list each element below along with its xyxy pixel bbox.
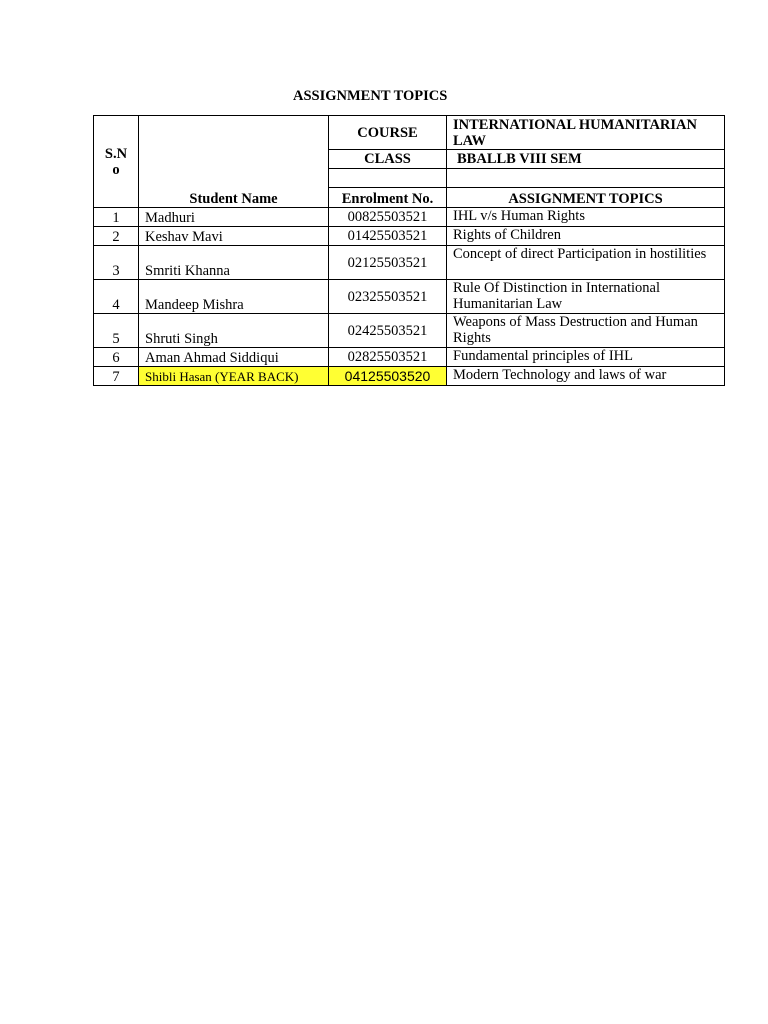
row-student-name: Shruti Singh: [139, 314, 329, 348]
class-value: BBALLB VIII SEM: [447, 150, 725, 169]
row-student-name: Mandeep Mishra: [139, 280, 329, 314]
header-row-course: [94, 116, 725, 150]
row-sno: 1: [94, 208, 139, 227]
table-row: [94, 367, 725, 386]
table-row: [94, 348, 725, 367]
row-student-name-highlighted: Shibli Hasan (YEAR BACK): [139, 367, 329, 386]
row-sno: 3: [94, 246, 139, 280]
enrolment-header: Enrolment No.: [329, 188, 447, 208]
row-topic: Concept of direct Participation in hostilities: [447, 246, 725, 280]
row-sno: 7: [94, 367, 139, 386]
row-student-name: Smriti Khanna: [139, 246, 329, 280]
page-title: ASSIGNMENT TOPICS: [293, 88, 448, 104]
row-topic: IHL v/s Human Rights: [447, 208, 725, 227]
table-row: [94, 227, 725, 246]
class-label: CLASS: [329, 150, 447, 169]
table-row: [94, 314, 725, 348]
row-sno: 2: [94, 227, 139, 246]
course-value: INTERNATIONAL HUMANITARIAN LAW: [447, 116, 725, 150]
row-topic: Fundamental principles of IHL: [447, 348, 725, 367]
row-sno: 4: [94, 280, 139, 314]
table-row: [94, 246, 725, 280]
row-student-name: Keshav Mavi: [139, 227, 329, 246]
row-topic: Weapons of Mass Destruction and Human Rights: [447, 314, 725, 348]
row-enrolment: 02425503521: [329, 314, 447, 348]
row-enrolment: 02825503521: [329, 348, 447, 367]
student-name-header: Student Name: [139, 116, 329, 208]
assignment-table: [93, 115, 725, 386]
row-enrolment-highlighted: 04125503520: [329, 367, 447, 386]
row-topic: Rule Of Distinction in International Humanitarian Law: [447, 280, 725, 314]
table-row: [94, 208, 725, 227]
row-enrolment: 02125503521: [329, 246, 447, 280]
blank-cell: [329, 169, 447, 188]
sno-header: S.N o: [94, 116, 139, 208]
row-enrolment: 02325503521: [329, 280, 447, 314]
course-label: COURSE: [329, 116, 447, 150]
row-sno: 5: [94, 314, 139, 348]
row-topic: Rights of Children: [447, 227, 725, 246]
topics-header: ASSIGNMENT TOPICS: [447, 188, 725, 208]
row-student-name: Madhuri: [139, 208, 329, 227]
row-enrolment: 00825503521: [329, 208, 447, 227]
row-student-name: Aman Ahmad Siddiqui: [139, 348, 329, 367]
table-row: [94, 280, 725, 314]
row-sno: 6: [94, 348, 139, 367]
row-enrolment: 01425503521: [329, 227, 447, 246]
blank-cell: [447, 169, 725, 188]
row-topic: Modern Technology and laws of war: [447, 367, 725, 386]
